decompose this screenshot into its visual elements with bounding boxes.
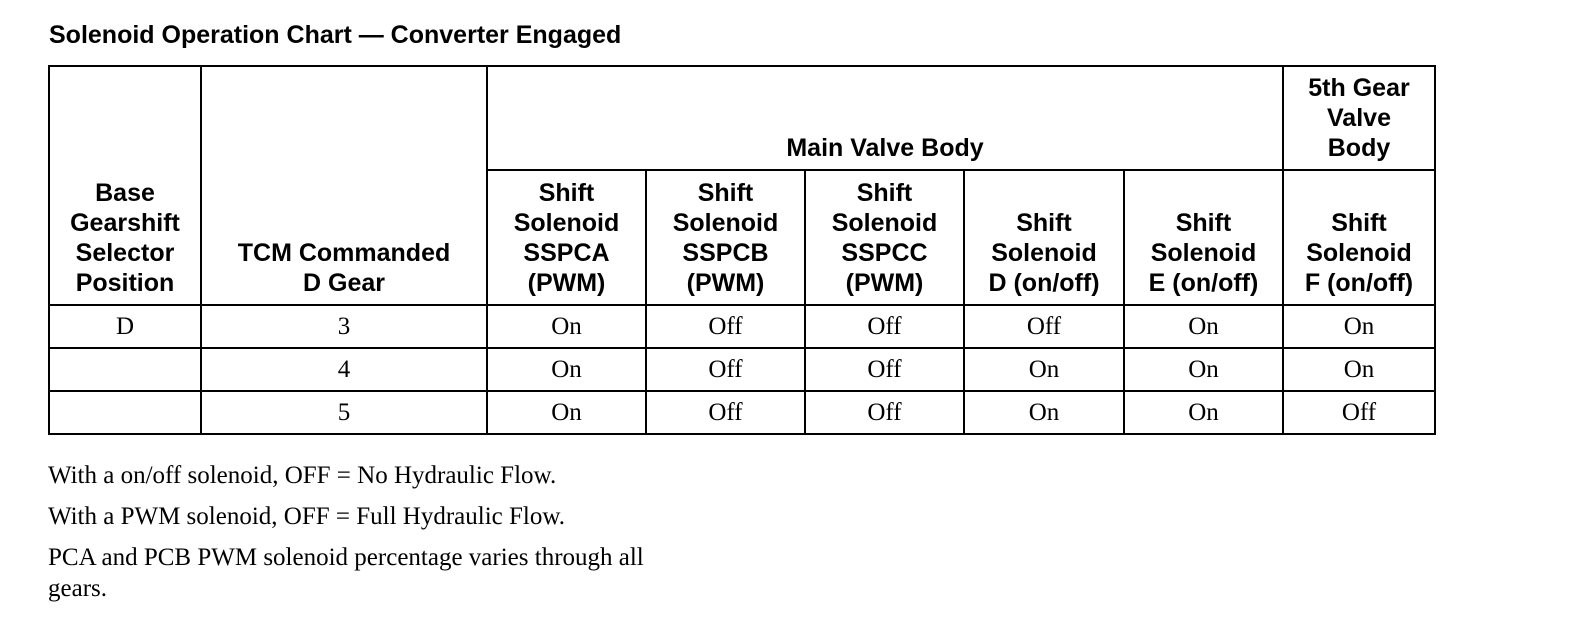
- header-selector-position: Base Gearshift Selector Position: [49, 66, 201, 305]
- cell-solenoid-f: On: [1283, 348, 1435, 391]
- header-solenoid-d: Shift Solenoid D (on/off): [964, 170, 1124, 305]
- solenoid-operation-table: [48, 65, 1436, 435]
- cell-position: [49, 348, 201, 391]
- cell-sspcc: Off: [805, 391, 964, 434]
- cell-gear: 3: [201, 305, 487, 348]
- cell-sspcb: Off: [646, 348, 805, 391]
- cell-sspcb: Off: [646, 305, 805, 348]
- cell-solenoid-d: Off: [964, 305, 1124, 348]
- note-pwm-percentage: PCA and PCB PWM solenoid percentage varies through all gears.: [48, 544, 644, 602]
- note-on-off-solenoid: With a on/off solenoid, OFF = No Hydraulic Flow.: [48, 462, 557, 489]
- cell-sspca: On: [487, 305, 646, 348]
- cell-sspcc: Off: [805, 348, 964, 391]
- note-pwm-solenoid: With a PWM solenoid, OFF = Full Hydraulic Flow.: [48, 503, 566, 530]
- table-row: [49, 348, 1435, 391]
- cell-solenoid-e: On: [1124, 391, 1283, 434]
- header-tcm-commanded-gear: TCM Commanded D Gear: [201, 66, 487, 305]
- cell-sspca: On: [487, 348, 646, 391]
- cell-sspcc: Off: [805, 305, 964, 348]
- page-title: Solenoid Operation Chart — Converter Engaged: [49, 21, 622, 49]
- header-sspcc: Shift Solenoid SSPCC (PWM): [805, 170, 964, 305]
- header-solenoid-e: Shift Solenoid E (on/off): [1124, 170, 1283, 305]
- cell-sspcb: Off: [646, 391, 805, 434]
- cell-gear: 4: [201, 348, 487, 391]
- cell-solenoid-e: On: [1124, 348, 1283, 391]
- header-solenoid-f: Shift Solenoid F (on/off): [1283, 170, 1435, 305]
- header-sspca: Shift Solenoid SSPCA (PWM): [487, 170, 646, 305]
- header-fifth-gear-valve-body: 5th Gear Valve Body: [1283, 66, 1435, 170]
- cell-position: D: [49, 305, 201, 348]
- cell-sspca: On: [487, 391, 646, 434]
- notes: [48, 460, 708, 614]
- header-sspcb: Shift Solenoid SSPCB (PWM): [646, 170, 805, 305]
- table-row: [49, 391, 1435, 434]
- cell-solenoid-f: Off: [1283, 391, 1435, 434]
- cell-gear: 5: [201, 391, 487, 434]
- cell-solenoid-d: On: [964, 391, 1124, 434]
- table-row: [49, 305, 1435, 348]
- cell-solenoid-f: On: [1283, 305, 1435, 348]
- cell-solenoid-e: On: [1124, 305, 1283, 348]
- cell-solenoid-d: On: [964, 348, 1124, 391]
- header-main-valve-body: Main Valve Body: [487, 66, 1283, 170]
- cell-position: [49, 391, 201, 434]
